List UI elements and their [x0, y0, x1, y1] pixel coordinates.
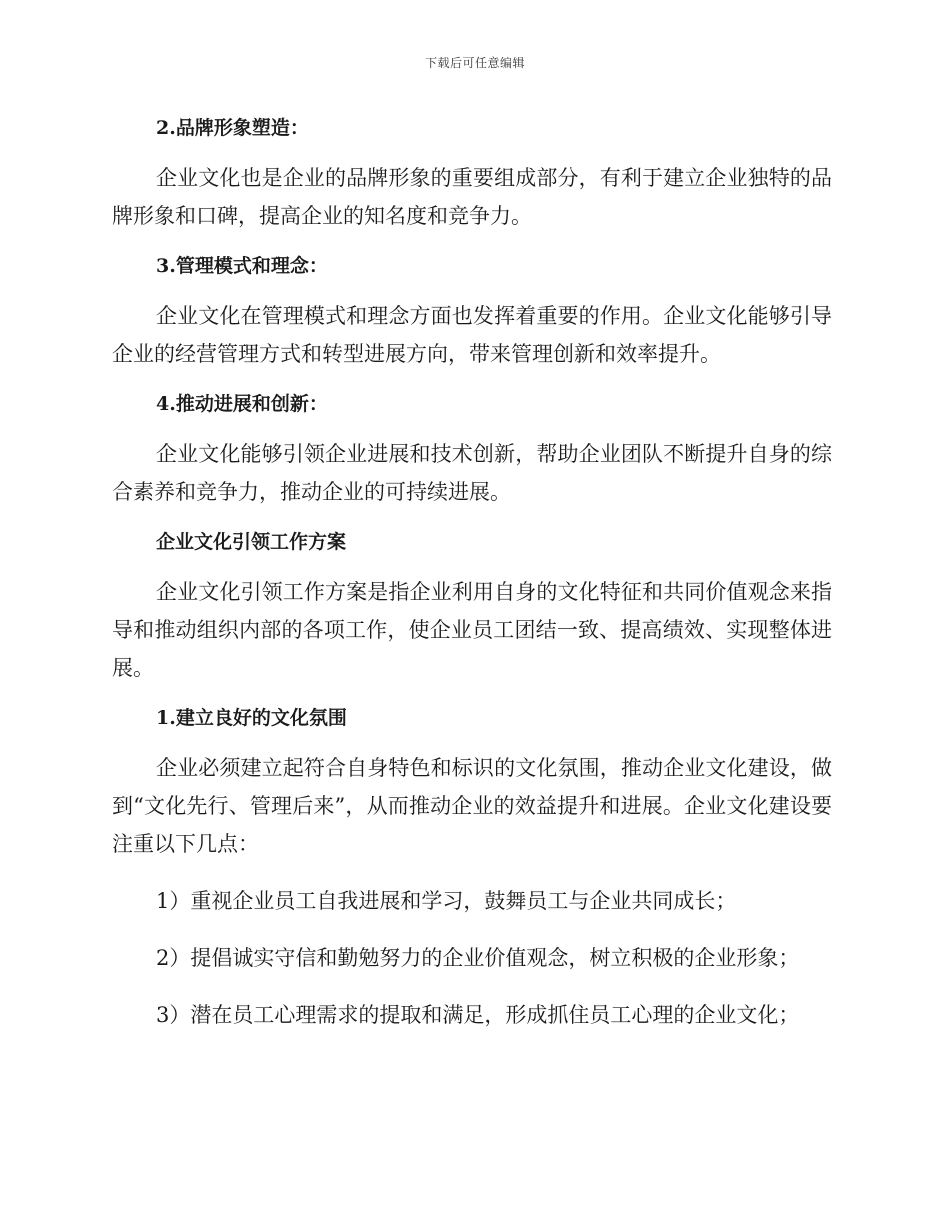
list-item: 2）提倡诚实守信和勤勉努力的企业价值观念，树立积极的企业形象； — [156, 946, 800, 970]
list-item: 1）重视企业员工自我进展和学习，鼓舞员工与企业共同成长； — [156, 889, 737, 913]
document-body — [112, 112, 832, 1034]
list-item: 3）潜在员工心理需求的提取和满足，形成抓住员工心理的企业文化； — [156, 1003, 800, 1027]
page-header-note: 下载后可任意编辑 — [424, 56, 525, 70]
section-heading-work-plan: 企业文化引领工作方案 — [156, 531, 347, 553]
section-paragraph-culture-atmosphere: 企业必须建立起符合自身特色和标识的文化氛围，推动企业文化建设，做到“文化先行、管理后来”，从而推动企业的效益提升和进展。企业文化建设要注重以下几点： — [112, 756, 832, 856]
section-paragraph-innovation: 企业文化能够引领企业进展和技术创新，帮助企业团队不断提升自身的综合素养和竞争力，推动企业的可持续进展。 — [112, 442, 832, 504]
section-paragraph-brand-image: 企业文化也是企业的品牌形象的重要组成部分，有利于建立企业独特的品牌形象和口碑，提高企业的知名度和竞争力。 — [112, 166, 832, 228]
section-paragraph-management: 企业文化在管理模式和理念方面也发挥着重要的作用。企业文化能够引导企业的经营管理方式和转型进展方向，带来管理创新和效率提升。 — [112, 304, 832, 366]
section-heading-brand-image: 2.品牌形象塑造： — [156, 117, 309, 139]
section-heading-innovation: 4.推动进展和创新： — [156, 393, 328, 415]
section-heading-culture-atmosphere: 1.建立良好的文化氛围 — [156, 707, 347, 729]
section-paragraph-work-plan: 企业文化引领工作方案是指企业利用自身的文化特征和共同价值观念来指导和推动组织内部的各项工作，使企业员工团结一致、提高绩效、实现整体进展。 — [112, 580, 832, 680]
section-heading-management: 3.管理模式和理念： — [156, 255, 328, 277]
